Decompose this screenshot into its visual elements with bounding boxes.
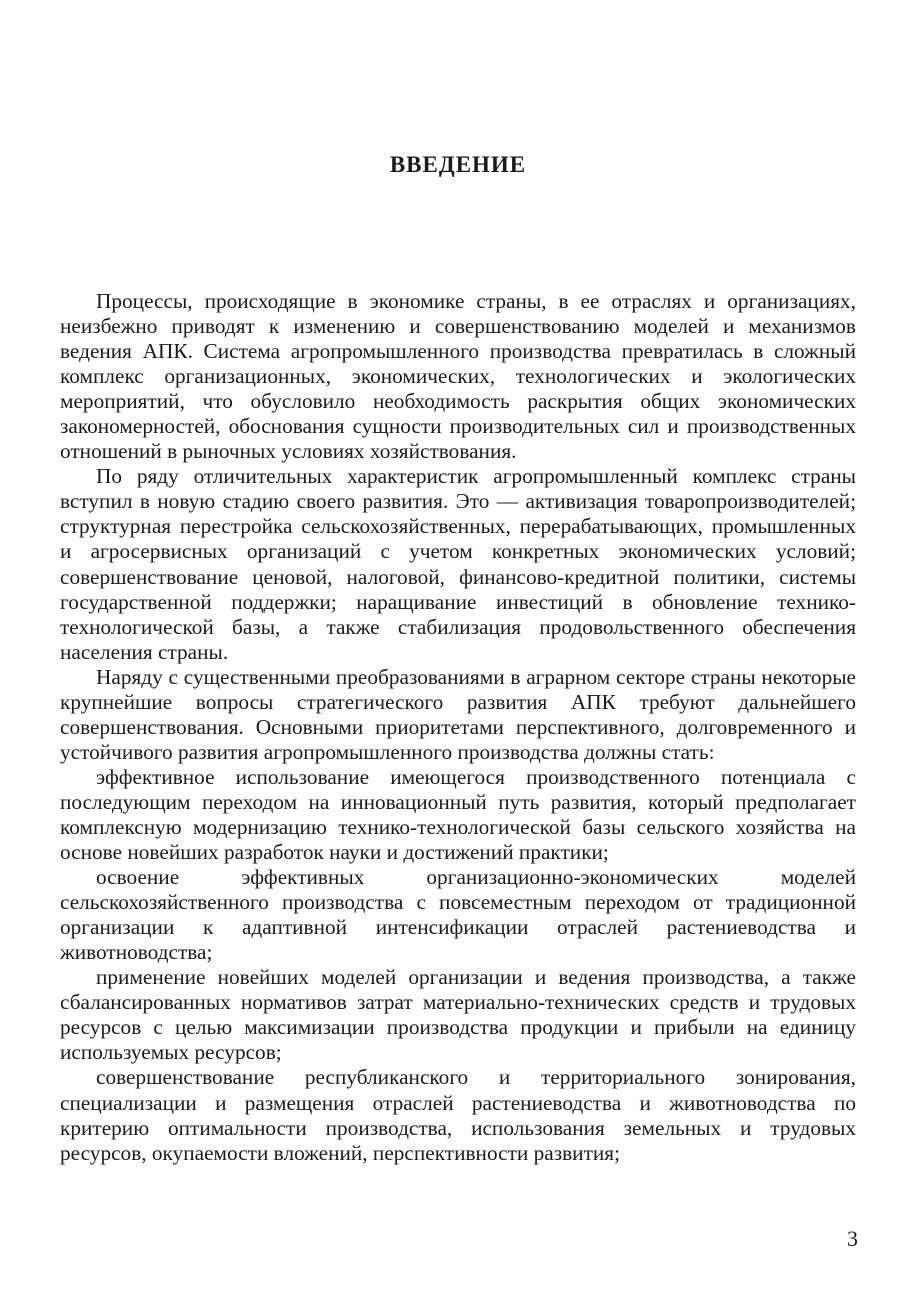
list-item: применение новейших моделей организации и ведения производства, а также сбалансированных нормативов затрат материально-технических средств и трудовых ресурсов с целью максимизации производства продукции и прибыли на единицу используемых ресурсов;: [60, 965, 856, 1065]
list-item: освоение эффективных организационно-экономических моделей сельскохозяйственного производства с повсеместным переходом от традиционной организации к адаптивной интенсификации отраслей растениеводства и животноводства;: [60, 865, 856, 965]
body-text: [60, 289, 856, 1166]
paragraph: Наряду с существенными преобразованиями в аграрном секторе страны некоторые крупнейшие вопросы стратегического развития АПК требуют дальнейшего совершенствования. Основными приоритетами перспективного, долговременного и устойчивого развития агропромышленного производства должны стать:: [60, 664, 856, 764]
paragraph: Процессы, происходящие в экономике страны, в ее отраслях и организациях, неизбежно приводят к изменению и совершенствованию моделей и механизмов ведения АПК. Система агропромышленного производства превратилась в сложный комплекс организационных, экономических, технологических и экологических мероприятий, что обусловило необходимость раскрытия общих экономических закономерностей, обоснования сущности производительных сил и производственных отношений в рыночных условиях хозяйствования.: [60, 289, 856, 464]
list-item: эффективное использование имеющегося производственного потенциала с последующим переходом на инновационный путь развития, который предполагает комплексную модернизацию технико-технологической базы сельского хозяйства на основе новейших разработок науки и достижений практики;: [60, 764, 856, 865]
list-item: совершенствование республиканского и территориального зонирования, специализации и размещения отраслей растениеводства и животноводства по критерию оптимальности производства, использования земельных и трудовых ресурсов, окупаемости вложений, перспективности развития;: [60, 1065, 856, 1165]
paragraph: По ряду отличительных характеристик агропромышленный комплекс страны вступил в новую стадию своего развития. Это — активизация товаропроизводителей; структурная перестройка сельскохозяйственных, перерабатывающих, промышленных и агросервисных организаций с учетом конкретных экономических условий; совершенствование ценовой, налоговой, финансово-кредитной политики, системы государственной поддержки; наращивание инвестиций в обновление технико-технологической базы, а также стабилизация продовольственного обеспечения населения страны.: [60, 464, 856, 664]
page-number: 3: [847, 1226, 858, 1251]
page-heading: ВВЕДЕНИЕ: [389, 152, 527, 177]
